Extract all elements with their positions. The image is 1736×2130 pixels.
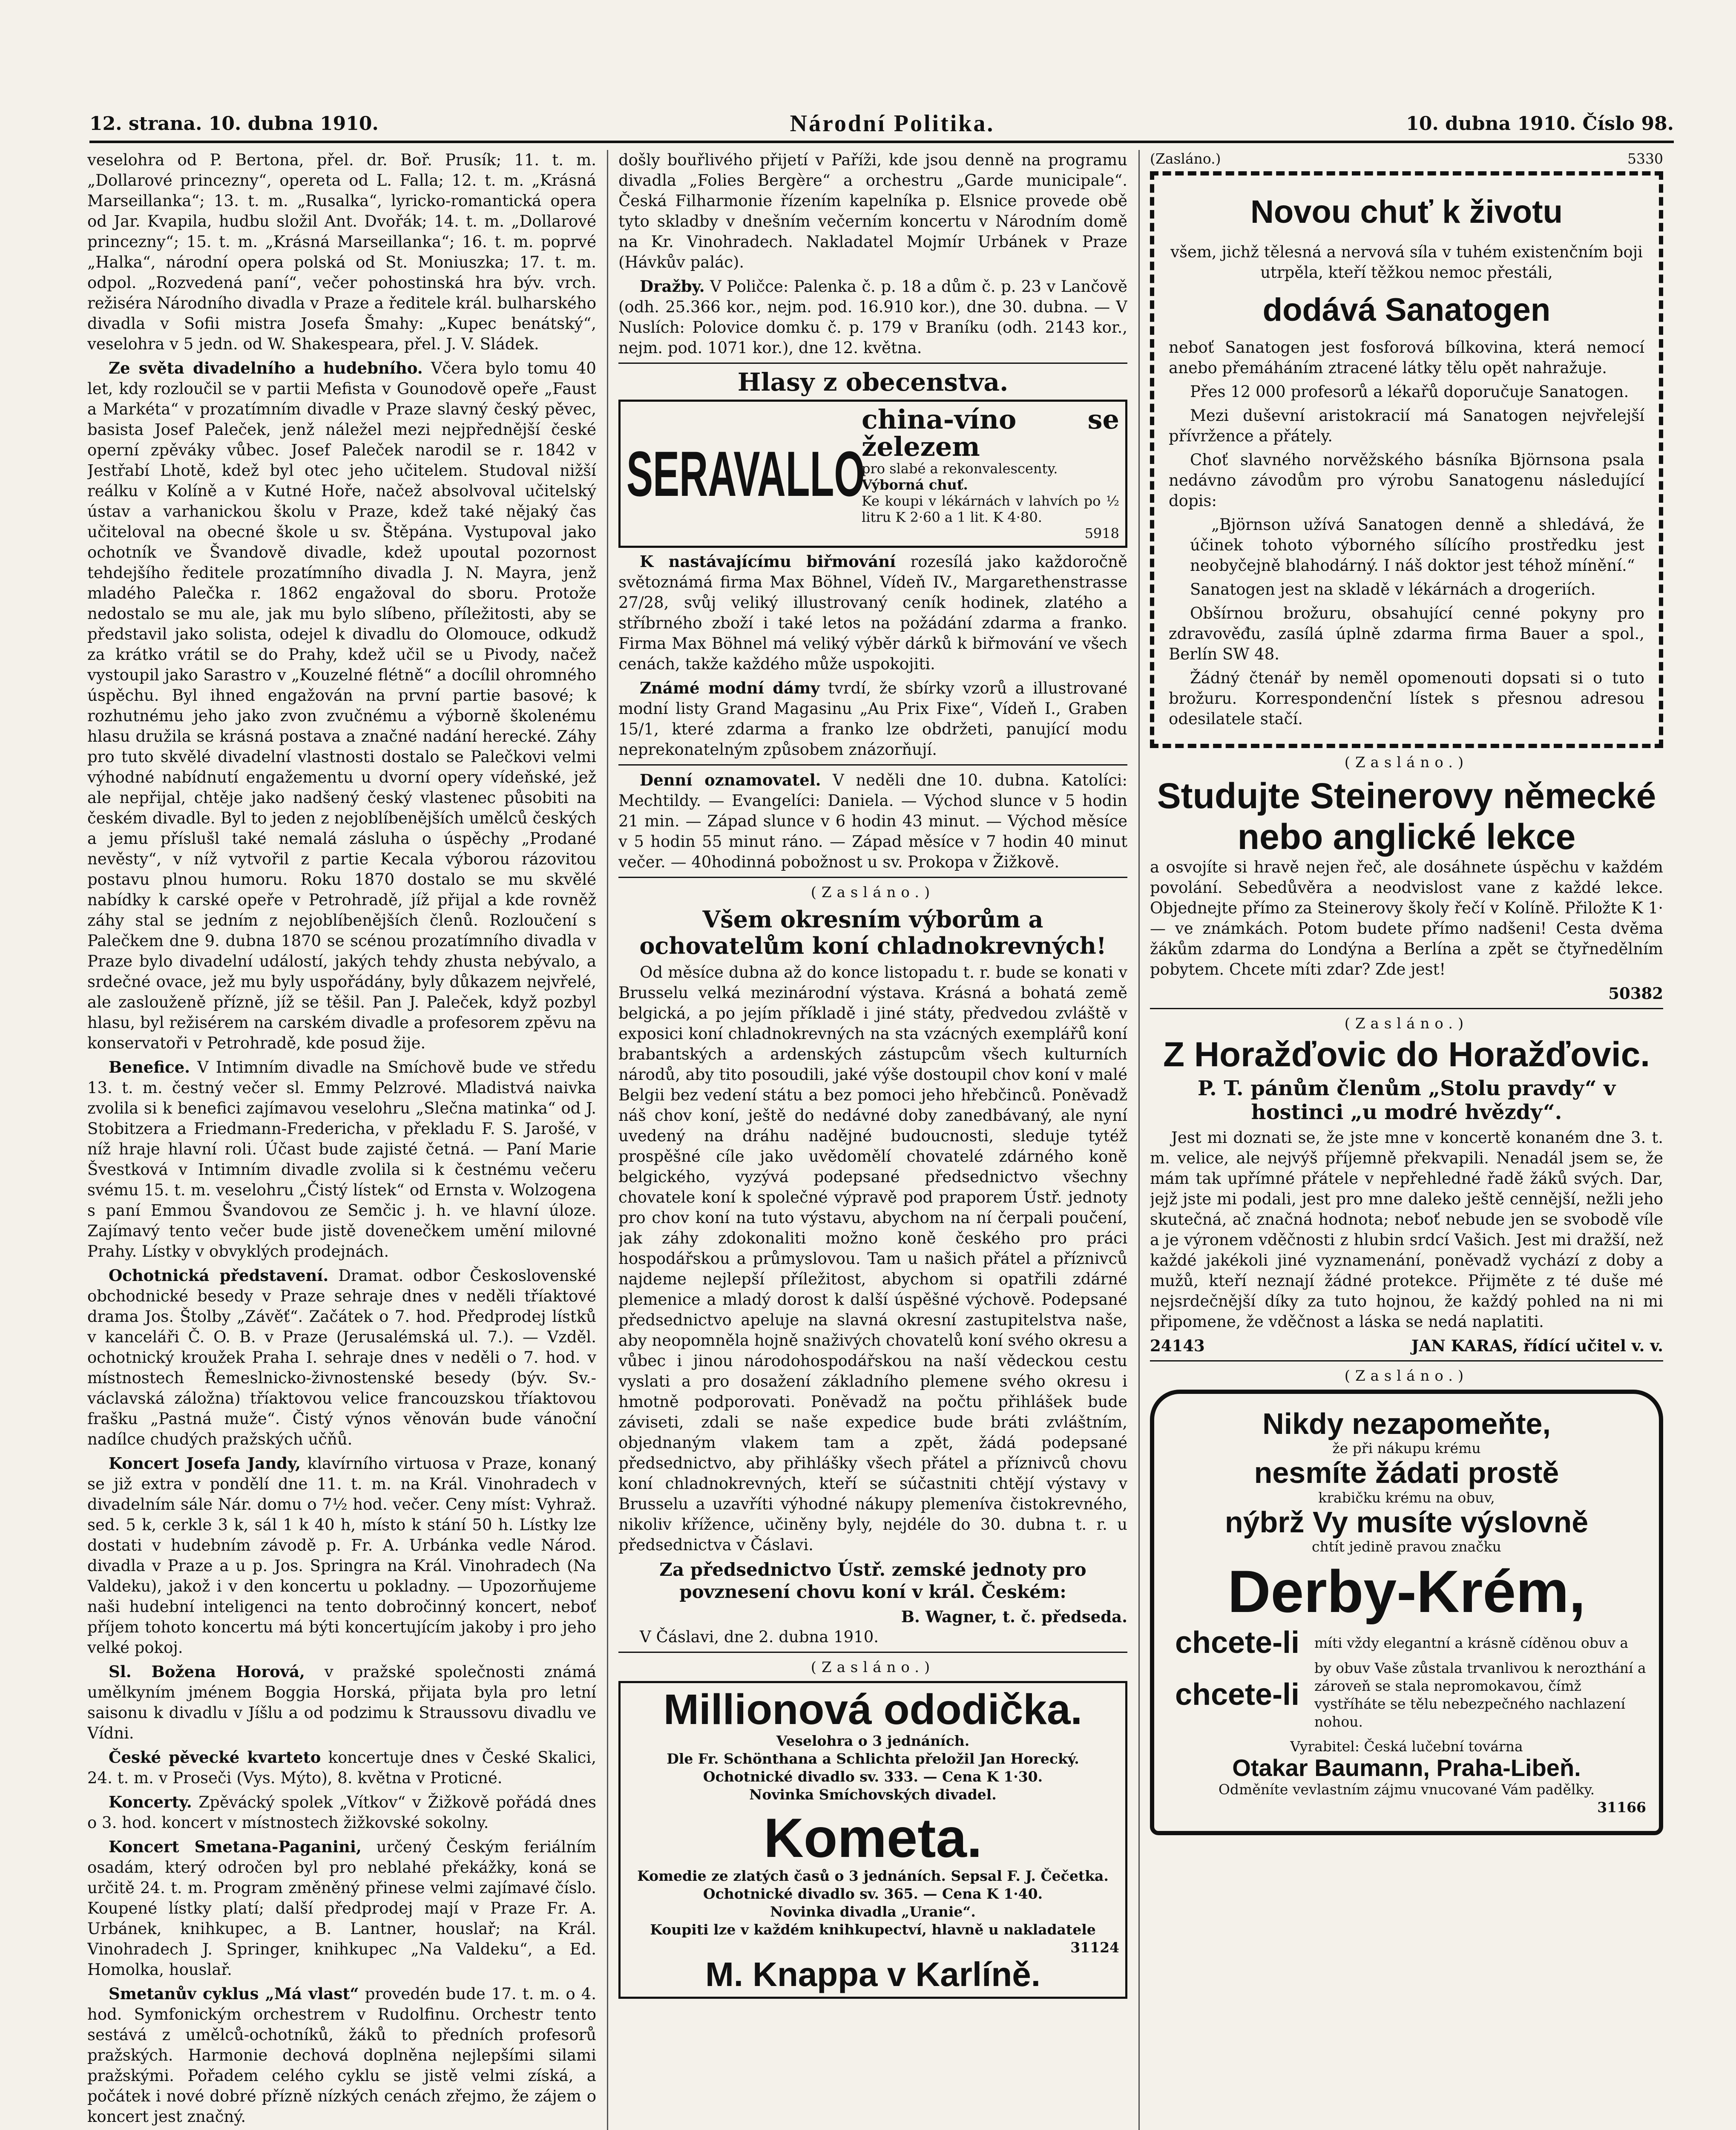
notice-moda [618,678,1127,760]
article-kvarteto [87,1747,596,1788]
article-drazby [618,276,1127,358]
zaslano-label: (Zasláno.) [1344,754,1469,771]
sanatogen-headline: dodává Sanatogen [1262,291,1551,328]
appeal-signature: Za předsednictvo Ústř. zemské jednoty pro povznesení chovu koní v král. Českém: [659,1559,1086,1602]
derby-line: nesmíte žádati prostě [1254,1456,1559,1490]
appeal-text: Od měsíce dubna až do konce listopadu t. r. bude se konati v Brusselu velká mezinárodní výstava. Krásná a bohatá země belgická, a po jejím příkladě i jiné státy, předvedou zvláště v exposici koní chladnokrevných na sta vzácných exemplářů koní brabantských a ardenských zástupcům všech kulturních národů, aby tito posoudili, jaké výše dostoupil chov koní v malé Belgii bez vedení státu a bez pomoci jeho hřebčinců. Poněvadž náš chov koní, ještě do nedávné doby zanedbávaný, ale nyní uvedený na dráhu nadějné budoucnosti, sleduje tytéž prospěšné cíle jako uvědomělí chovatelé zdárného koně belgického, vyzývá podepsané předsednictvo všechny chovatele koní k společné výpravě pod praporem Ústř. jednoty pro chov koní na tuto výstavu, abychom na ní čerpali poučení, jak záhy zdokonaliti možno koně českého pro práci hospodářskou a průmyslovou. Tam u našich přátel a příznivců najdeme nejlepší příležitost, abychom si opatřili zdárné plemenice a mladý dorost k další úspěšné výchově. Podepsané předsednictvo apeluje na slavná okresní zastupitelstva naše, aby neopomněla hojně snaživých chovatelů koní svého okresu a vůbec i jinou národohospodářskou na naší vědeckou cestu vyslati a pro dosažení základního plemene svého okresu i hmotně podporovati. Poněvadž na počtu přihlášek bude záviseti, zdali se naše expedice bude bráti zvláštním, objednaným vlakem tam a zpět, žádá podepsané předsednictvo, aby přihlášky všech přátel a příznivců chovu koní chladnokrevných, kteří se súčastniti chtějí výstavy v Brusselu a uzavříti výhodné nákupy plemeníva čistokrevného, nikoliv křížence, učiněny byly, nejdéle do 30. dubna t. r. u předsednictva v Čáslavi. [618,963,1127,1554]
steiner-text: a osvojíte si hravě nejen řeč, ale dosáhnete úspěchu v každém povolání. Sebedůvěra a neodvislost vane z každé lekce. Objednejte přímo za Steinerovy školy řečí v Kolíně. Přiložte K 1·— ve známkách. Potom budete přímo nadšeni! Cesta dvěma žákům zdarma do Londýna a Berlína a zpět se čtyřnedělním pobytem. Chcete míti zdar? Zde jest! [1150,858,1663,979]
derby-line: by obuv Vaše zůstala trvanlivou k nerozthání a zároveň se stala nepromokavou, čímž vystříháte se tělu nebezpečného nachlazení nohou. [1314,1659,1646,1730]
zaslano-label: (Zasláno.) [811,1659,935,1676]
horazdovice-headline: Z Horažďovic do Horažďovic. [1163,1035,1650,1074]
derby-chcete: chcete-li [1175,1677,1300,1712]
article-text: klavírního virtuosa v Praze, konaný se již extra v pondělí dne 11. t. m. na Král. Vinohradech v divadelním sále Nár. domu o 7½ hod. večer. Ceny míst: Vyhraž. sed. 5 k, cerkle 3 k, sál 1 k 40 h, místo k stání 50 h. Lístky lze dostati v hudebním závodě p. Fr. A. Urbánka vedle Národ. divadla v Praze a u p. Jos. Springra na Král. Vinohradech (Na Valdeku), jakož i v den koncertu u pokladny. — Upozorňujeme naši hudební inteligenci na tento dobročinný koncert, neboť příjem tohoto koncertu má býti koncertujícím jakoby i pro jeho velké pokoj. [87,1454,596,1657]
sanatogen-text: Mezi duševní aristokracií má Sanatogen nejvřelejší přívržence a přátely. [1169,406,1644,445]
ad-derby-krem [1150,1390,1663,1835]
ad-number: 50382 [1608,984,1663,1003]
derby-row [1167,1659,1646,1731]
article-text: V Intimním divadle na Smíchově bude ve středu 13. t. m. čestný večer sl. Emmy Pelzrové. Mladistvá naivka zvolila si k benefici zajímavou veselohru „Slečna matinka“ od J. Stobitzera a Friedmann-Fredericha, v překladu F. S. Jarošé, v níž hraje hlavní roli. Účast bude zajisté četná. — Paní Marie Švestková v Intimním divadle zvolila si k čestnému večeru svému 15. t. m. veselohru „Čistý lístek“ od Ernsta v. Wolzogena s paní Emmou Švandovou ze Semčic j. h. ve hlavní úloze. Zajímavý tento večer bude jistě dovenečkem umění milovné Prahy. Lístky v obvyklých prodejnách. [87,1058,596,1261]
play-title: Millionová ododička. [663,1686,1083,1733]
horazdovice-signature [1150,1336,1663,1356]
play-line: Ochotnické divadlo sv. 365. — Cena K 1·40. [703,1885,1043,1902]
sanatogen-text: Sanatogen jest na skladě v lékárnách a drogeriích. [1190,580,1596,599]
article-heading: Ochotnická představení. [109,1266,329,1285]
derby-line: že při nákupu krému [1332,1440,1481,1457]
derby-line: Nikdy nezapomeňte, [1262,1407,1551,1440]
article-horova [87,1661,596,1744]
derby-line: Vyrabitel: Česká lučební továrna [1290,1738,1523,1755]
play-line: Novinka Smíchovských divadel. [749,1786,997,1803]
derby-line: míti vždy elegantní a krásně cíděnou obuv a [1314,1634,1629,1651]
article-text: V neděli dne 10. dubna. Katolíci: Mechtildy. — Evangelíci: Daniela. — Východ slunce v 5 hodin 21 min. — Západ slunce v 6 hodin 43 minut. — Východ měsíce v 5 hodin 55 minut ráno. — Západ měsíce v 7 hodin 40 minut večer. — 40hodinná pobožnost u sv. Prokopa v Žižkově. [618,771,1127,871]
appeal-place-date: V Čáslavi, dne 2. dubna 1910. [640,1628,879,1646]
masthead [89,106,1674,143]
zaslano-label: (Zasláno.) [811,884,935,901]
sanatogen-text: Žádný čtenář by neměl opomenouti dopsati si o tuto brožuru. Korrespondenční lístek s přesnou adresou odesilatele stačí. [1169,668,1644,728]
zaslano-label: (Zasláno.) [1150,150,1221,167]
sanatogen-text: Přes 12 000 profesorů a lékařů doporučuje Sanatogen. [1190,382,1629,401]
notice-bohnel [618,551,1127,674]
play-line: Novinka divadla „Uranie“. [770,1903,976,1920]
seravallo-product: china-víno se železem [862,404,1119,462]
sanatogen-text: neboť Sanatogen jest fosforová bílkovina, která nemocí anebo přemáháním ztracené látky tělu opět nahražuje. [1169,338,1644,377]
sanatogen-text: Choť slavného norvěžského básníka Björnsona psala nedávno závodům pro výrobu Sanatogenu následující dopis: [1169,450,1644,510]
derby-chcete: chcete-li [1175,1626,1300,1660]
play-line: Koupiti lze v každém knihkupectví, hlavně u nakladatele [650,1921,1096,1938]
theatre-program: veselohra od P. Bertona, přel. dr. Boř. Prusík; 11. t. m. „Dollarové princezny“, opereta od L. Falla; 12. t. m. „Krásná Marseillanka“; 13. t. m. „Rusalka“, lyricko-romantická opera od Jar. Kvapila, hudbu složil Ant. Dvořák; 14. t. m. „Dollarové princezny“; 15. t. m. „Krásná Marseillanka“; 16. t. m. poprvé „Halka“, národní opera polská od St. Moniuszka; 17. t. m. odpol. „Rozvedená paní“, večer pohostinská hra býv. vrch. režiséra Národního divadla v Praze a ředitele král. bulharského divadla v Sofii mistra Josefa Šmahy: „Kupec benátský“, veselohra v 5 jedn. od W. Shakespeara, přel. J. V. Sládek. [87,151,596,353]
ad-number: 31124 [1070,1939,1119,1956]
article-koncerty [87,1792,596,1833]
column-rule [607,150,608,2130]
article-text: rozesílá jako každoročně světoznámá firma Max Böhnel, Vídeň IV., Margarethenstrasse 27/28, svůj veliký illustrovaný ceník hodinek, zlatého a stříbrného zboží i také letos na požádání zdarma a franko. Firma Max Böhnel má veliký výběr dárků k biřmování ve všech cenách, takže každého může uspokojiti. [618,553,1127,673]
issue-date-number: 10. dubna 1910. Číslo 98. [1406,112,1674,135]
column-3 [1150,150,1663,2130]
article-text: tvrdí, že sbírky vzorů a illustrované modní listy Grand Magasinu „Au Prix Fixe“, Vídeň I., Graben 15/1, které zdarma a franko lze obdržeti, panující modu neprekonatelným způsobem znázorňují. [618,679,1127,759]
sanatogen-headline: Novou chuť k životu [1250,194,1563,230]
derby-line: nýbrž Vy musíte výslovně [1224,1505,1589,1539]
divider [1150,1008,1663,1009]
article-smetana-paganini [87,1836,596,1980]
article-heading: Sl. Božena Horová, [109,1662,305,1681]
ad-number: 5330 [1627,150,1663,167]
horazdovice-subheading: P. T. pánům členům „Stolu pravdy“ v hostinci „u modré hvězdy“. [1197,1076,1616,1124]
ad-knapp-plays [618,1681,1127,1999]
play-line: Dle Fr. Schönthana a Schlichta přeložil Jan Horecký. [667,1750,1079,1767]
article-heading: Koncerty. [109,1793,192,1811]
article-heading: České pěvecké kvarteto [109,1748,321,1767]
article-heading: Koncert Josefa Jandy, [109,1454,301,1473]
column-2 [618,150,1127,2130]
article-ochotnici [87,1265,596,1450]
ad-number: 31166 [1597,1799,1646,1816]
appeal-signatory: B. Wagner, t. č. předseda. [901,1607,1127,1626]
article-text: Včera bylo tomu 40 let, kdy rozloučil se v partii Mefista v Gounodově opeře „Faust a Markéta“ v prozatímním divadle v Praze slavný český pěvec, basista Josef Paleček, jenž náležel mezi nejpřednější české operní zpěváky vůbec. Josef Paleček narodil se r. 1842 v Jestřabí Lhotě, kdež byl otec jeho učitelem. Studoval nižší reálku v Kolíně a v Kutné Hoře, načež absolvoval učitelský ústav a varhanickou školu v Praze, kdež také nějaký čas učiteloval na obecné škole u sv. Štěpána. Vystupoval jako ochotník ve Švandově divadle, kdež upoutal pozornost tehdejšího ředitele prozatímního divadla J. N. Mayra, jenž mladého Palečka r. 1862 engažoval do sboru. Protože nedostalo se mu ale, jak mu bylo slíbeno, příležitosti, aby se představil jako solista, odejel k divadlu do Olomouce, odkudž za krátko vrátil se do Prahy, kdež učil se u Pivody, načež vystoupil jako Sarastro v „Kouzelné flétně“ a docílil ohromného úspěchu. Byl ihned engažován na první partie basové; k rozhutnému jeho jako zvon zvučnému a výborně školenému hlasu družila se krásná postava a značné nadání herecké. Záhy pro tuto skvělé divadelní vlastnosti dostalo se Palečkovi velmi výhodné nabídnutí engažementu u dvorní opery vídeňské, jež ale nepřijal, chtěje jako nadšený český vlastenec působiti na českém divadle. Byl to jeden z nejoblíbenějších umělců českých a jemu příslušl také nemalá zásluha o úspěchy „Prodané nevěsty“, v níž vytvořil z partie Kecala výborou rázovitou postavu plnou humoru. Roku 1870 dostalo se mu skvělé nabídky k carské opeře v Petrohradě, jíž přijal a kde rovněž záhy stal se jedním z nejoblíbenějších členů. Rozloučení s Palečkem dne 9. dubna 1870 se scénou prozatímního divadla v Praze bylo divadelní událostí, jakých tehdy zhusta nebývalo, a srdečné ovace, jež mu byly uspořádány, byly důkazem nejvřelé, ale zaslouženě přízně, jíž se těšil. Pan J. Paleček, když pozbyl hlasu, byl režisérem na carském divadle a profesorem zpěvu na konservatoři v Petrohradě, kde posud žije. [87,359,596,1052]
divider [618,1652,1127,1653]
article-heading: Benefice. [109,1058,190,1077]
divider [618,764,1127,766]
seravallo-line: Výborná chuť. [862,477,968,493]
seravallo-line: pro slabé a rekonvalescenty. [862,461,1058,477]
article-text: V Poličce: Palenka č. p. 18 a dům č. p. 23 v Lančově (odh. 25.366 kor., nejm. pod. 16.910 kor.), dne 30. dubna. — V Nuslích: Polovice domku č. p. 179 v Braníku (odh. 2143 kor., nejm. pod. 1071 kor.), dne 12. května. [618,277,1127,357]
derby-line: chtít jedině pravou značku [1312,1538,1501,1555]
play-line: Ochotnické divadlo sv. 333. — Cena K 1·30. [703,1768,1043,1785]
ad-number: 5918 [1084,525,1119,541]
article-text: koncertuje dnes v České Skalici, 24. t. m. v Proseči (Vys. Mýto), 8. května v Proticné. [87,1748,596,1787]
daily-calendar [618,770,1127,872]
article-heading: K nastávajícímu biřmování [640,552,896,571]
sanatogen-header [1150,150,1663,168]
derby-line: krabičku krému na obuv, [1318,1489,1495,1506]
page-number-date: 12. strana. 10. dubna 1910. [89,112,379,135]
article-heading: Denní oznamovatel. [640,771,821,789]
sanatogen-text: Obšírnou brožuru, obsahující cenné pokyny pro zdravověđu, zasílá úplně zdarma firma Bauer a spol., Berlín SW 48. [1169,604,1644,663]
ad-number: 24143 [1150,1336,1205,1355]
article-heading: Koncert Smetana-Paganini, [109,1837,362,1856]
article-text: Dramat. odbor Československé obchodnické besedy v Praze sehraje dnes v neděli tříaktové drama Jos. Štolby „Závěť“. Začátek o 7. hod. Předprodej lístků v kanceláři Č. O. B. v Praze (Jerusalémská ul. 7.). — Vzděl. ochotnický kroužek Praha I. sehraje dnes v neděli o 7. hod. v místnostech Řemeslnicko-živnostenské besedy (býv. Sv.-václavská záložna) tříaktovou velice francouzskou tříaktovou frašku „Pastná muže“. Čistý výnos věnován bude vánoční nadílce chudých pražských učňů. [87,1266,596,1448]
ad-sanatogen [1150,171,1663,748]
article-heading: Ze světa divadelního a hudebního. [109,359,423,377]
horazdovice-text: Jest mi doznati se, že jste mne v koncertě konaném dne 3. t. m. velice, ale nejvýš příjemně překvapili. Nenadál jsem se, že mám tak upřímné přátele v nepřehledné řadě žáků svých. Dar, jejž jste mi podali, jest pro mne daleko ještě cennější, nežli jeho skutečná, ač značná hodnota; neboť nebude jen se svobodě víle a je výronem vděčnosti z hlubin srdcí Vašich. Jest mi dražší, než každé jakékoli jiné vyznamenání, poněvadž vychází z doby a mužů, kteří neznají žádné protekce. Přijměte z té duše mé nejsrdečnější díky za tuto hojnou, že každý pohled na ni mi připomene, že vděčnost a láska se nedá naplatiti. [1150,1128,1663,1331]
article-heading: Smetanův cyklus „Má vlast“ [109,1984,359,2003]
divider [618,877,1127,878]
ad-seravallo [618,400,1127,548]
article-palecek [87,358,596,1053]
article-text: provedén bude 17. t. m. o 4. hod. Symfonickým orchestrem v Rudolfinu. Orchestr tento sestává z umělců-ochotníků, žáků to předních profesorů pražských. Harmonie dechová doplněna nejlepšími silami pražskými. Pořadem celého cyklu se jistě velmi získá, a počátek i nové dobré přízně nízkých cenách zřejmo, že zájem o koncert jest značný. [87,1985,596,2126]
section-heading-hlasy: Hlasy z obecenstva. [737,368,1009,397]
play-line: Veselohra o 3 jednáních. [776,1733,970,1749]
seravallo-details [862,406,1119,541]
divider [618,363,1127,364]
zaslano-label: (Zasláno.) [1344,1015,1469,1032]
article-janda [87,1453,596,1658]
sanatogen-text: všem, jichž tělesná a nervová síla v tuhém existenčním boji utrpěla, kteří těžkou nemoc přestáli, [1170,242,1643,282]
newspaper-title: Národní Politika. [790,110,995,137]
seravallo-brand: SERAVALLO [627,438,865,509]
column-rule [1138,150,1140,2130]
article-text: Zpěvácký spolek „Vítkov“ v Žižkově pořádá dnes o 3. hod. koncert v místnostech žižkovské sokolny. [87,1793,596,1832]
steiner-headline: Studujte Steinerovy německé nebo anglické lekce [1157,775,1656,857]
zaslano-label: (Zasláno.) [1344,1367,1469,1384]
seravallo-line: Ke koupi v lékárnách v lahvích po ½ litru K 2·60 a 1 lit. K 4·80. [862,493,1119,525]
article-ma-vlast [87,1983,596,2127]
article-continuation: došly bouřlivého přijetí v Paříži, kde jsou denně na programu divadla „Folies Bergère“ a orchestru „Garde municipale“. Česká Filharmonie řízením kapelníka p. Elsnice provede obě tyto skladby v dnešním večerním koncertu v Národním domě na Kr. Vinohradech. Nakladatel Mojmír Urbánek v Praze (Hávkův palác). [618,151,1127,271]
article-benefice [87,1057,596,1262]
appeal-heading: Všem okresním výborům a ochovatelům koní chladnokrevných! [639,906,1107,959]
derby-row [1167,1627,1646,1659]
article-text: určený Českým feriálním osadám, který odročen byl pro neblahé překážky, koná se určitě 24. t. m. Program změněný přinese velmi zajímavé číslo. Koupené lístky platí; další předprodej mají v Praze Fr. A. Urbánek, knihkupec, a B. Lantner, houslař; na Král. Vinohradech J. Springer, knihkupec „Na Valdeku“, a Ed. Homolka, houslař. [87,1838,596,1979]
article-heading: Známé modní dámy [640,679,820,697]
article-text: v pražské společnosti známá umělkyním jménem Boggia Horská, přijata byla pro letní saisonu k divadlu v Jíšlu a od podzimu k Straussovu divadlu ve Vídni. [87,1663,596,1742]
derby-firm: Otakar Baumann, Praha-Libeň. [1232,1754,1581,1781]
derby-line: Odměníte vevlastním zájmu vnucované Vám padělky. [1218,1781,1595,1798]
derby-brand: Derby-Krém, [1227,1558,1586,1625]
publisher-name: M. Knappa v Karlíně. [705,1955,1040,1993]
divider [1150,1360,1663,1361]
sanatogen-quote: „Björnson užívá Sanatogen denně a shledává, že účinek tohoto výborného sílícího prostředku jest neobyčejně blahodárný. I náš doktor jest téhož mínění.“ [1190,515,1644,575]
article-heading: Dražby. [640,277,705,296]
play-title: Kometa. [764,1807,982,1869]
column-1 [87,150,596,2130]
signatory: JAN KARAS, řídící učitel v. v. [1411,1336,1663,1355]
play-line: Komedie ze zlatých časů o 3 jednáních. Sepsal F. J. Čečetka. [637,1867,1109,1884]
